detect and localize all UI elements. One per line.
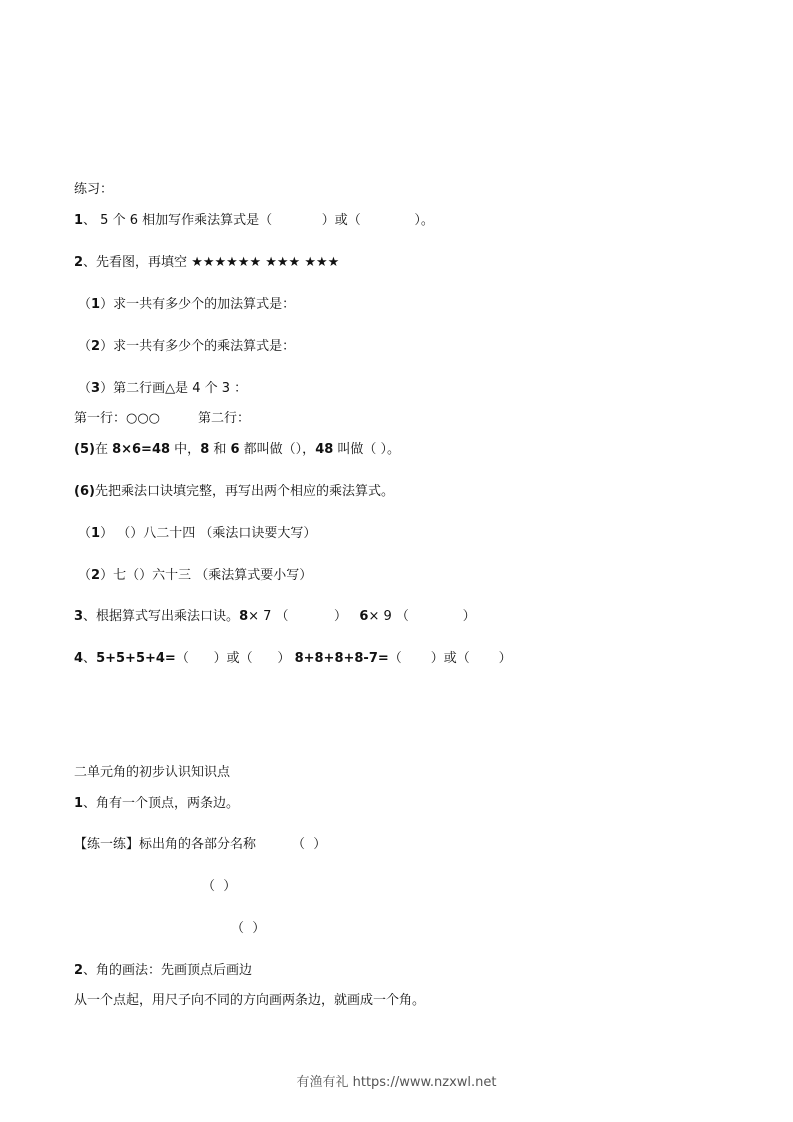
text: （ ）或（ ）	[388, 651, 512, 666]
text: × 7 （ ）	[248, 609, 360, 624]
equation: 8×6=48	[112, 442, 171, 457]
sub-text: ） （）八二十四 （乘法口诀要大写）	[100, 526, 317, 541]
equation: 5+5+5+4=	[96, 651, 176, 666]
blank-side-1: （ ）	[202, 879, 237, 894]
text: 、	[83, 651, 97, 666]
question-3	[74, 608, 476, 626]
question-6	[74, 483, 394, 501]
question-number: (6)	[74, 484, 95, 499]
text: 和	[209, 442, 231, 457]
sub-number: 1	[91, 526, 101, 541]
text: （ ）或（ ）	[175, 651, 295, 666]
paren: （	[78, 297, 92, 312]
number: 6	[359, 609, 369, 624]
text: 都叫做（），	[239, 442, 316, 457]
text: 在	[94, 442, 113, 457]
point-text: 、角的画法：先画顶点后画边	[83, 963, 253, 978]
sub-number: 3	[91, 381, 101, 396]
row-1: 第一行：○○○	[74, 411, 161, 426]
question-number: 2	[74, 255, 84, 270]
practice-heading: 练习：	[74, 182, 114, 197]
question-2	[74, 254, 339, 272]
paren: （	[78, 339, 92, 354]
blank-vertex: （ ）	[292, 837, 327, 852]
number: 8	[239, 609, 249, 624]
exercise-text: 【练一练】标出角的各部分名称	[74, 837, 257, 852]
point-text: 、角有一个顶点，两条边。	[83, 796, 240, 811]
paren: （	[78, 526, 92, 541]
text: 中，	[170, 442, 201, 457]
question-number: 3	[74, 609, 84, 624]
question-text: 、 5 个 6 相加写作乘法算式是（ ）或（ ）。	[83, 213, 434, 228]
question-1	[74, 212, 434, 230]
exercise-line	[74, 836, 326, 854]
question-text: 、根据算式写出乘法口诀。	[83, 609, 240, 624]
question-text: 、先看图，再填空	[83, 255, 192, 270]
number: 48	[315, 442, 334, 457]
question-text: 先把乘法口诀填完整，再写出两个相应的乘法算式。	[94, 484, 394, 499]
blank-side-2: （ ）	[231, 921, 266, 936]
question-6-1	[78, 525, 316, 543]
sub-text: ）第二行画△是 4 个 3 ：	[100, 381, 248, 396]
question-number: 1	[74, 213, 84, 228]
question-2-2	[78, 338, 295, 356]
number: 8	[200, 442, 210, 457]
number: 6	[230, 442, 240, 457]
sub-text: ）求一共有多少个的乘法算式是：	[100, 339, 296, 354]
point-2	[74, 962, 252, 980]
paren: （	[78, 568, 92, 583]
question-4	[74, 650, 512, 668]
row-2: 第二行：	[198, 411, 251, 426]
text: × 9 （ ）	[368, 609, 476, 624]
text: 叫做（ ）。	[333, 442, 401, 457]
question-number: 4	[74, 651, 84, 666]
row-figures	[74, 410, 250, 428]
point-number: 2	[74, 963, 84, 978]
sub-number: 2	[91, 568, 101, 583]
question-6-2	[78, 567, 312, 585]
sub-number: 2	[91, 339, 101, 354]
unit2-heading: 二单元角的初步认识知识点	[74, 765, 231, 780]
sub-text: ）七（）六十三 （乘法算式要小写）	[100, 568, 313, 583]
sub-number: 1	[91, 297, 101, 312]
point-1	[74, 795, 239, 813]
point-number: 1	[74, 796, 84, 811]
point-2-description: 从一个点起，用尺子向不同的方向画两条边，就画成一个角。	[74, 993, 426, 1008]
question-number: (5)	[74, 442, 95, 457]
equation: 8+8+8+8-7=	[294, 651, 389, 666]
paren: （	[78, 381, 92, 396]
question-2-1	[78, 296, 295, 314]
question-5	[74, 441, 400, 459]
footer-watermark: 有渔有礼 https://www.nzxwl.net	[296, 1075, 497, 1090]
star-figure: ★★★★★★ ★★★ ★★★	[191, 255, 340, 270]
sub-text: ）求一共有多少个的加法算式是：	[100, 297, 296, 312]
question-2-3	[78, 380, 247, 398]
